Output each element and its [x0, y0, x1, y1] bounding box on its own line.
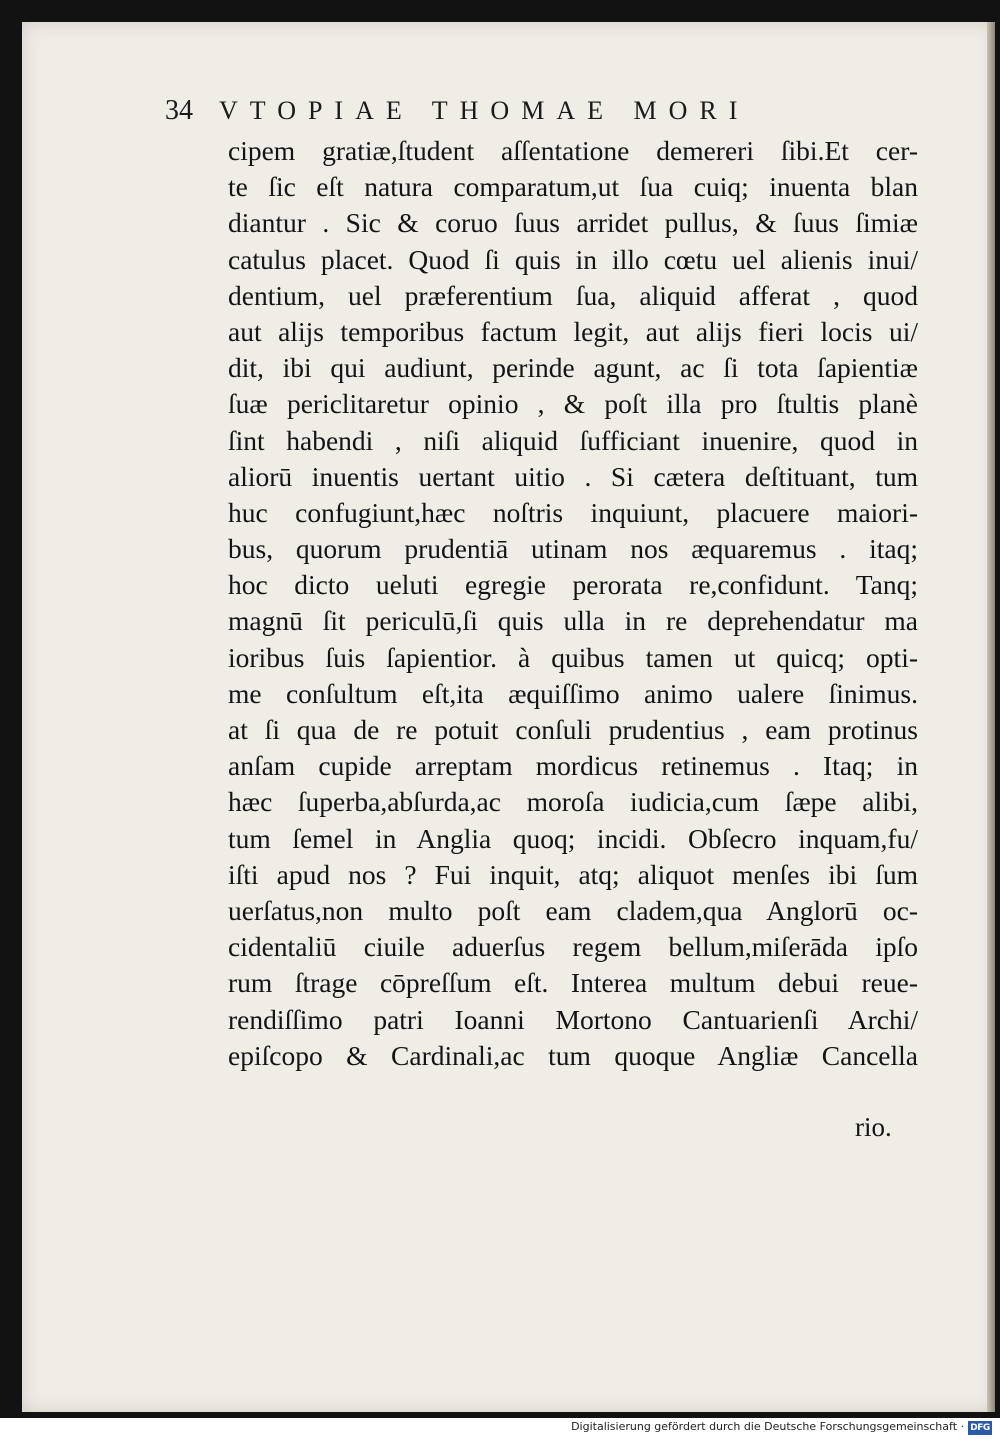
- page-edge: [987, 22, 995, 1412]
- text-line: aliorū inuentis uertant uitio . Si cætera deſtituant, tum: [228, 460, 918, 492]
- text-line: epiſcopo & Cardinali,ac tum quoque Angliæ Cancella: [228, 1039, 918, 1071]
- text-line: iſti apud nos ? Fui inquit, atq; aliquot menſes ibi ſum: [228, 858, 918, 890]
- running-title: VTOPIAE THOMAE MORI: [219, 96, 750, 125]
- text-line: tum ſemel in Anglia quoq; incidi. Obſecro inquam,fu/: [228, 822, 918, 854]
- text-line: magnū ſit periculū,ſi quis ulla in re deprehendatur ma: [228, 605, 918, 637]
- text-line: ſuæ periclitaretur opinio , & poſt illa pro ſtultis planè: [228, 388, 918, 420]
- text-line: anſam cupide arreptam mordicus retinemus . Itaq; in: [228, 750, 918, 782]
- text-block: [228, 133, 918, 1074]
- text-line: ſint habendi , niſi aliquid ſufficiant inuenire, quod in: [228, 424, 918, 456]
- text-line: te ſic eſt natura comparatum,ut ſua cuiq; inuenta blan: [228, 171, 918, 203]
- text-line: rum ſtrage cōpreſſum eſt. Interea multum debui reue-: [228, 967, 918, 999]
- footer-bar: [0, 1418, 1000, 1440]
- funding-credit: Digitalisierung gefördert durch die Deutsche Forschungsgemeinschaft ·: [571, 1420, 964, 1433]
- text-line: diantur . Sic & coruo ſuus arridet pullus, & ſuus ſimiæ: [228, 207, 918, 239]
- text-line: me conſultum eſt,ita æquiſſimo animo ualere ſinimus.: [228, 677, 918, 709]
- text-line: aut alijs temporibus factum legit, aut alijs fieri locis ui/: [228, 315, 918, 347]
- text-line: cidentaliū ciuile aduerſus regem bellum,miſerāda ipſo: [228, 931, 918, 963]
- dfg-logo-icon: DFG: [968, 1421, 992, 1435]
- text-line: at ſi qua de re potuit conſuli prudentius , eam protinus: [228, 714, 918, 745]
- text-line: rendiſſimo patri Ioanni Mortono Cantuarienſi Archi/: [228, 1003, 918, 1035]
- text-line: huc confugiunt,hæc noſtris inquiunt, placuere maiori-: [228, 496, 918, 528]
- text-line: ioribus ſuis ſapientior. à quibus tamen ut quicq; opti-: [228, 641, 918, 673]
- text-line: dentium, uel præferentium ſua, aliquid afferat , quod: [228, 279, 918, 311]
- text-line: bus, quorum prudentiā utinam nos æquaremus . itaq;: [228, 533, 918, 565]
- text-line: dit, ibi qui audiunt, perinde agunt, ac ſi tota ſapientiæ: [228, 352, 918, 384]
- text-line: cipem gratiæ,ſtudent aſſentatione demereri ſibi.Et cer-: [228, 135, 918, 166]
- text-line: uerſatus,non multo poſt eam cladem,qua Anglorū oc-: [228, 894, 918, 926]
- page-number: 34: [165, 95, 193, 126]
- text-line: hoc dicto ueluti egregie perorata re,confidunt. Tanq;: [228, 569, 918, 601]
- text-line: catulus placet. Quod ſi quis in illo cœtu uel alienis inui/: [228, 243, 918, 275]
- running-head: [165, 95, 910, 129]
- text-line: hæc ſuperba,abſurda,ac moroſa iudicia,cum ſæpe alibi,: [228, 786, 918, 818]
- catchword: rio.: [855, 1112, 892, 1142]
